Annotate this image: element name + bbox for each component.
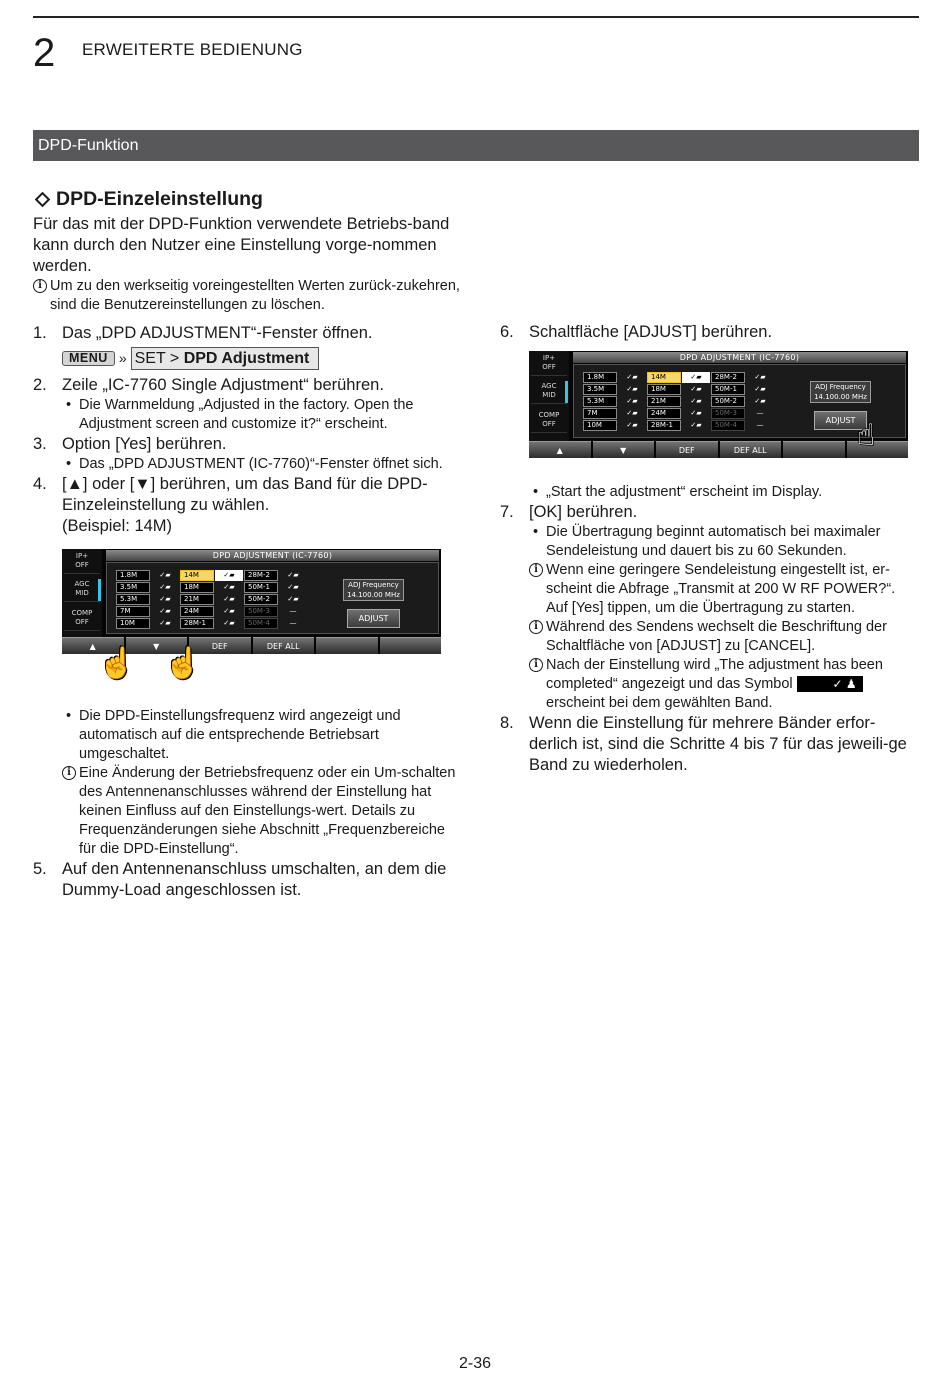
step-number: 3. — [33, 435, 47, 453]
adj-frequency-box — [810, 381, 871, 403]
step-6 — [500, 322, 920, 343]
band-10m[interactable]: 10M — [583, 420, 617, 431]
step-3 — [33, 434, 463, 455]
band-status: ✓▰ — [287, 583, 299, 591]
chapter-title: ERWEITERTE BEDIENUNG — [82, 40, 303, 59]
softkey-def-all[interactable]: DEF ALL — [253, 637, 315, 654]
band-status: ✓▰ — [754, 373, 766, 381]
subsection-title: DPD-Einzeleinstellung — [56, 188, 263, 210]
adj-frequency-label: ADJ Frequency — [348, 581, 399, 589]
band-18m[interactable]: 18M — [647, 384, 681, 395]
screen-title: DPD ADJUSTMENT (IC-7760) — [573, 352, 906, 363]
intro-note — [33, 277, 463, 315]
info-icon: i — [33, 279, 47, 293]
diamond-icon — [35, 191, 51, 207]
step-number: 1. — [33, 324, 47, 342]
step-4 — [33, 474, 463, 537]
menu-gt: > — [169, 350, 180, 367]
softkey-bar — [529, 441, 908, 458]
side-button-ip[interactable]: IP+ OFF — [531, 351, 567, 376]
band-status: ✓▰ — [690, 409, 702, 417]
band-28m-1[interactable]: 28M-1 — [647, 420, 681, 431]
band-50m-1[interactable]: 50M-1 — [711, 384, 745, 395]
adj-frequency-box — [343, 579, 404, 601]
band-28m-2[interactable]: 28M-2 — [711, 372, 745, 383]
step-text: Auf den Antennenanschluss umschalten, an dem die Dummy-Load angeschlossen ist. — [62, 860, 447, 899]
band-50m-2[interactable]: 50M-2 — [711, 396, 745, 407]
adj-frequency-label: ADJ Frequency — [815, 383, 866, 391]
softkey-down[interactable]: ▼ — [593, 441, 655, 458]
step-text: Wenn die Einstellung für mehrere Bänder erfor-derlich ist, sind die Schritte 4 bis 7 für das jeweili-ge Band zu wiederholen. — [529, 714, 907, 774]
band-status: — — [756, 409, 764, 417]
band-status: ✓▰ — [287, 571, 299, 579]
step-7-note-3 — [529, 656, 920, 713]
band-1.8m[interactable]: 1.8M — [583, 372, 617, 383]
step-number: 8. — [500, 714, 514, 732]
band-7m[interactable]: 7M — [583, 408, 617, 419]
left-column — [33, 186, 463, 901]
side-button-ip[interactable]: IP+ OFF — [64, 549, 100, 574]
step-number: 5. — [33, 860, 47, 878]
band-status: ✓▰ — [626, 397, 638, 405]
step-text: Zeile „IC-7760 Single Adjustment“ berühren. — [62, 376, 384, 394]
band-5.3m[interactable]: 5.3M — [583, 396, 617, 407]
band-3.5m[interactable]: 3.5M — [116, 582, 150, 593]
band-status: ✓▰ — [626, 409, 638, 417]
band-50m-3[interactable]: 50M-3 — [711, 408, 745, 419]
band-status: ✓▰ — [626, 421, 638, 429]
band-50m-1[interactable]: 50M-1 — [244, 582, 278, 593]
step-text: Das „DPD ADJUSTMENT“-Fenster öffnen. — [62, 324, 373, 342]
step-4-note — [62, 764, 463, 859]
radio-screen-1 — [62, 549, 441, 654]
softkey-blank-2[interactable] — [380, 637, 442, 654]
note-text: Eine Änderung der Betriebsfrequenz oder ein Um-schalten des Antennenanschlusses während der Einstellung hat keinen Einfluss auf den Einstellungs-wert. Details zu Frequenzänderungen siehe Abschnitt „Frequenzbereiche für die DPD-Einstellung“. — [79, 765, 456, 857]
top-rule — [33, 16, 919, 18]
menu-path — [62, 347, 463, 370]
note-text: Wenn eine geringere Sendeleistung eingestellt ist, er-scheint die Abfrage „Transmit at 200 W RF POWER?“. Auf [Yes] tippen, um die Übertragung zu starten. — [546, 562, 896, 616]
step-7-note-1 — [529, 561, 920, 618]
step-1 — [33, 323, 463, 344]
band-24m[interactable]: 24M — [180, 606, 214, 617]
adjusted-check-symbol-icon: ✓ ♟ — [797, 676, 863, 692]
band-5.3m[interactable]: 5.3M — [116, 594, 150, 605]
band-status: — — [756, 421, 764, 429]
band-28m-1[interactable]: 28M-1 — [180, 618, 214, 629]
step-6-bullet: • „Start the adjustment“ erscheint im Display. — [529, 483, 920, 502]
menu-path-box — [131, 347, 320, 370]
menu-set: SET — [134, 350, 166, 367]
step-text: Schaltfläche [ADJUST] berühren. — [529, 323, 773, 341]
adjust-button[interactable]: ADJUST — [814, 411, 867, 430]
adjust-button[interactable]: ADJUST — [347, 609, 400, 628]
right-column — [500, 322, 920, 776]
pointing-hand-icon: ☝ — [857, 418, 876, 453]
softkey-blank-1[interactable] — [316, 637, 378, 654]
band-28m-2[interactable]: 28M-2 — [244, 570, 278, 581]
step-example: (Beispiel: 14M) — [62, 517, 173, 535]
band-50m-3[interactable]: 50M-3 — [244, 606, 278, 617]
menu-key[interactable]: MENU — [62, 351, 115, 366]
band-grid — [116, 570, 307, 629]
step-number: 2. — [33, 376, 47, 394]
agc-indicator — [98, 579, 101, 601]
band-14m[interactable]: 14M — [180, 570, 214, 581]
note-text: erscheint bei dem gewählten Band. — [546, 695, 773, 711]
band-status: ✓▰ — [159, 583, 171, 591]
band-status: ✓▰ — [223, 583, 235, 591]
info-icon: i — [62, 766, 76, 780]
softkey-blank-1[interactable] — [783, 441, 845, 458]
screen-figure-1 — [62, 549, 463, 707]
page-number: 2-36 — [458, 1355, 492, 1372]
section-title-bar: DPD-Funktion — [33, 130, 919, 161]
softkey-up[interactable]: ▲ — [529, 441, 591, 458]
band-3.5m[interactable]: 3.5M — [583, 384, 617, 395]
band-status: ✓▰ — [223, 607, 235, 615]
band-status: ✓▰ — [287, 595, 299, 603]
step-7 — [500, 502, 920, 523]
band-status: ✓▰ — [159, 571, 171, 579]
radio-screen-2 — [529, 351, 908, 458]
band-status: ✓▰ — [690, 421, 702, 429]
agc-indicator — [565, 381, 568, 403]
pointing-hand-icon: ☝ — [98, 647, 136, 680]
side-button-agc[interactable]: AGC MID — [64, 577, 100, 602]
band-status: ✓▰ — [690, 397, 702, 405]
step-text: Option [Yes] berühren. — [62, 435, 227, 453]
softkey-down[interactable]: ▼ — [126, 637, 188, 654]
info-icon: i — [529, 620, 543, 634]
intro-note-text: Um zu den werkseitig voreingestellten Werten zurück-zukehren, sind die Benutzereinstellungen zu löschen. — [50, 278, 460, 313]
band-status: ✓▰ — [626, 385, 638, 393]
band-status: ✓▰ — [690, 385, 702, 393]
band-1.8m[interactable]: 1.8M — [116, 570, 150, 581]
band-21m[interactable]: 21M — [647, 396, 681, 407]
note-text: Nach der Einstellung wird „The adjustment has been completed“ angezeigt und das Symbol — [546, 657, 883, 692]
step-number: 4. — [33, 475, 47, 493]
menu-target: DPD Adjustment — [183, 350, 310, 367]
band-10m[interactable]: 10M — [116, 618, 150, 629]
step-2-bullet: • Die Warnmeldung „Adjusted in the factory. Open the Adjustment screen and customize it?“ erscheint. — [62, 396, 463, 434]
band-status: ✓▰ — [682, 372, 710, 383]
band-status: ✓▰ — [223, 619, 235, 627]
band-7m[interactable]: 7M — [116, 606, 150, 617]
band-50m-2[interactable]: 50M-2 — [244, 594, 278, 605]
softkey-def-all[interactable]: DEF ALL — [720, 441, 782, 458]
intro-paragraph: Für das mit der DPD-Funktion verwendete Betriebs-band kann durch den Nutzer eine Einstellung vorge-nommen werden. — [33, 215, 450, 275]
band-14m[interactable]: 14M — [647, 372, 681, 383]
step-7-note-2 — [529, 618, 920, 656]
step-2 — [33, 375, 463, 396]
side-button-comp[interactable]: COMP OFF — [531, 408, 567, 433]
band-18m[interactable]: 18M — [180, 582, 214, 593]
note-text: Während des Sendens wechselt die Beschriftung der Schaltfläche von [ADJUST] zu [CANCEL]. — [546, 619, 887, 654]
side-button-agc[interactable]: AGC MID — [531, 379, 567, 404]
step-number: 6. — [500, 323, 514, 341]
subsection-heading — [33, 186, 463, 212]
band-24m[interactable]: 24M — [647, 408, 681, 419]
band-status: ✓▰ — [626, 373, 638, 381]
path-separator: » — [118, 350, 127, 366]
band-50m-4[interactable]: 50M-4 — [711, 420, 745, 431]
adj-frequency-value: 14.100.00 MHz — [347, 591, 400, 599]
chapter-number: 2 — [33, 31, 56, 75]
band-status: ✓▰ — [223, 595, 235, 603]
screen-title: DPD ADJUSTMENT (IC-7760) — [106, 550, 439, 561]
step-3-bullet: • Das „DPD ADJUSTMENT (IC-7760)“-Fenster öffnet sich. — [62, 455, 463, 474]
step-8 — [500, 713, 920, 776]
band-status: — — [289, 619, 297, 627]
band-status: ✓▰ — [215, 570, 243, 581]
softkey-def[interactable]: DEF — [656, 441, 718, 458]
band-grid — [583, 372, 774, 431]
band-status: — — [289, 607, 297, 615]
step-7-bullet: • Die Übertragung beginnt automatisch bei maximaler Sendeleistung und dauert bis zu 60 Sekunden. — [529, 523, 920, 561]
band-50m-4[interactable]: 50M-4 — [244, 618, 278, 629]
softkey-up[interactable]: ▲ — [62, 637, 124, 654]
adj-frequency-value: 14.100.00 MHz — [814, 393, 867, 401]
info-icon: i — [529, 563, 543, 577]
pointing-hand-icon: ☝ — [164, 647, 202, 680]
band-status: ✓▰ — [159, 619, 171, 627]
step-text: [OK] berühren. — [529, 503, 638, 521]
softkey-def[interactable]: DEF — [189, 637, 251, 654]
info-icon: i — [529, 658, 543, 672]
softkey-blank-2[interactable] — [847, 441, 909, 458]
band-status: ✓▰ — [754, 385, 766, 393]
band-21m[interactable]: 21M — [180, 594, 214, 605]
step-5 — [33, 859, 463, 901]
band-status: ✓▰ — [159, 607, 171, 615]
step-4-bullet: • Die DPD-Einstellungsfrequenz wird angezeigt und automatisch auf die entsprechende Betriebsart umgeschaltet. — [62, 707, 463, 764]
side-button-comp[interactable]: COMP OFF — [64, 606, 100, 631]
step-text: [▲] oder [▼] berühren, um das Band für die DPD-Einzeleinstellung zu wählen. — [62, 475, 428, 514]
band-status: ✓▰ — [754, 397, 766, 405]
band-status: ✓▰ — [159, 595, 171, 603]
screen-figure-2 — [529, 351, 920, 483]
step-number: 7. — [500, 503, 514, 521]
